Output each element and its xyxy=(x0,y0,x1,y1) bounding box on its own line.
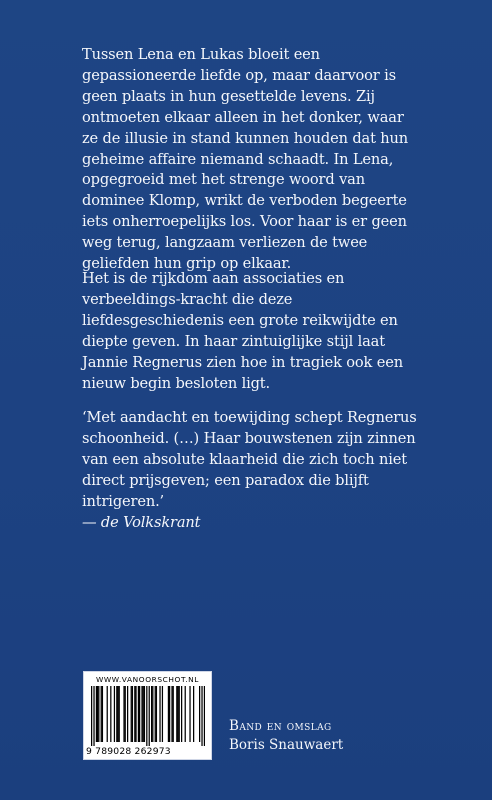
barcode-bar xyxy=(155,686,156,742)
barcode-bar xyxy=(201,686,202,746)
barcode-bar xyxy=(177,686,178,742)
isbn-barcode xyxy=(83,671,212,760)
review-quote-text: ‘Met aandacht en toewijding schept Regnerus schoonheid. (…) Haar bouwstenen zijn zinnen van een absolute klaarheid die zich toch niet direct prijsgeven; een paradox die blijft intrigeren.’ xyxy=(82,409,417,510)
barcode-bar xyxy=(199,686,200,742)
cover-credits xyxy=(229,717,343,755)
barcode-bar xyxy=(143,686,144,742)
barcode-bar xyxy=(101,686,102,742)
barcode-bar xyxy=(139,686,140,742)
barcode-bar xyxy=(179,686,180,742)
blurb-paragraph-2-text: Het is de rijkdom aan associaties en verbeeldings-kracht die deze liefdesgeschiedenis een grote reikwijdte en diepte geven. In haar zintuiglijke stijl laat Jannie Regnerus zien hoe in tragiek ook een nieuw begin besloten ligt. xyxy=(82,270,403,392)
barcode-bar xyxy=(125,686,126,742)
barcode-bar xyxy=(156,686,157,742)
barcode-bar xyxy=(152,686,153,742)
blurb-paragraph-1 xyxy=(82,45,422,275)
barcode-bar xyxy=(114,686,115,742)
barcode-bars-icon xyxy=(91,686,205,746)
barcode-bar xyxy=(96,686,97,742)
barcode-bar xyxy=(189,686,190,742)
barcode-bar xyxy=(102,686,103,742)
barcode-bar xyxy=(193,686,194,742)
credits-label: Band en omslag xyxy=(229,718,332,734)
barcode-bar xyxy=(91,686,92,746)
publisher-url: WWW.VANOORSCHOT.NL xyxy=(95,675,200,684)
barcode-bar xyxy=(119,686,120,742)
barcode-bar xyxy=(131,686,132,742)
barcode-bar xyxy=(107,686,108,742)
barcode-bar xyxy=(159,686,160,742)
barcode-bar xyxy=(97,686,98,742)
barcode-bar xyxy=(141,686,142,742)
barcode-bar xyxy=(173,686,174,742)
barcode-bar xyxy=(169,686,170,742)
barcode-bar xyxy=(135,686,136,742)
barcode-bar xyxy=(144,686,145,742)
barcode-bar xyxy=(168,686,169,742)
barcode-bar xyxy=(93,686,94,746)
barcode-bar xyxy=(134,686,135,742)
barcode-bar xyxy=(110,686,111,742)
isbn-digits: 9 789028 262973 xyxy=(86,746,171,757)
credits-name: Boris Snauwaert xyxy=(229,737,344,753)
barcode-bar xyxy=(138,686,139,742)
barcode-bar xyxy=(151,686,152,742)
barcode-bar xyxy=(171,686,172,742)
barcode-bar xyxy=(176,686,177,742)
barcode-bar xyxy=(181,686,182,742)
barcode-bar xyxy=(132,686,133,742)
barcode-bar xyxy=(162,686,163,742)
blurb-paragraph-2 xyxy=(82,269,422,394)
barcode-bar xyxy=(146,686,147,746)
barcode-bar xyxy=(127,686,128,742)
barcode-bar xyxy=(185,686,186,742)
review-source: — de Volkskrant xyxy=(82,513,201,531)
barcode-bar xyxy=(98,686,99,742)
barcode-bar xyxy=(123,686,124,742)
barcode-bar xyxy=(117,686,118,742)
blurb-paragraph-1-text: Tussen Lena en Lukas bloeit een gepassioneerde liefde op, maar daarvoor is geen plaats in hun gesettelde levens. Zij ontmoeten elkaar alleen in het donker, waar ze de illusie in stand kunnen houden dat hun geheime affaire niemand schaadt. In Lena, opgegroeid met het strenge woord van dominee Klomp, wrikt de verboden begeerte iets onherroepelijks los. Voor haar is er geen weg terug, langzaam verliezen de twee geliefden hun grip op elkaar. xyxy=(82,46,409,273)
review-quote xyxy=(82,408,422,533)
barcode-bar xyxy=(204,686,205,746)
barcode-bar xyxy=(149,686,150,746)
barcode-bar xyxy=(116,686,117,742)
